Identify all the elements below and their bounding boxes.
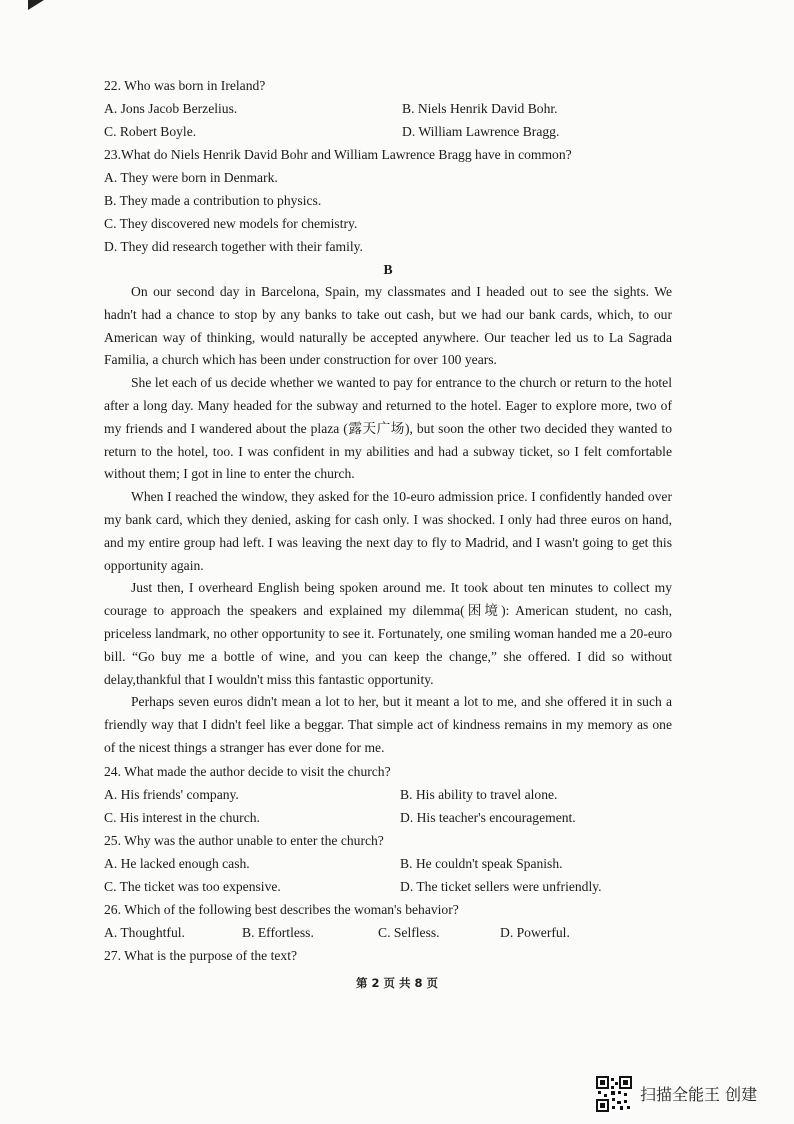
passage-paragraph-2: She let each of us decide whether we wanted to pay for entrance to the church or return to the hotel after a long day. Many headed for the subway and returned to the hotel. Eager to explore more, two of my friends and I wandered about the plaza (露天广场), but soon the other two decided they wanted to return to the hotel, too. I was confident in my abilities and had a subway ticket, so I felt comfortable without them; I got in line to enter the church. [104,375,672,482]
corner-mark [28,0,44,10]
q23-option-b[interactable]: B. They made a contribution to physics. [104,193,322,208]
q27-question: 27. What is the purpose of the text? [104,947,298,963]
q24-question: 24. What made the author decide to visit the church? [104,763,391,779]
qr-code-icon [596,1076,632,1112]
scanner-watermark: 扫描全能王 创建 [640,1085,758,1104]
q22-options-row2 [104,120,672,143]
q23-option-c[interactable]: C. They discovered new models for chemistry. [104,216,358,231]
q26-option-b[interactable]: B. Effortless. [242,924,314,940]
q26-option-c[interactable]: C. Selfless. [378,924,440,940]
q23-question: 23.What do Niels Henrik David Bohr and William Lawrence Bragg have in common? [104,147,572,162]
q24-options-row1 [104,783,672,806]
q25-options-row1 [104,852,672,875]
q25-options-row2 [104,875,672,898]
q24-option-b[interactable]: B. His ability to travel alone. [400,786,558,802]
q22-option-c[interactable]: C. Robert Boyle. [104,124,197,139]
q22-question: 22. Who was born in Ireland? [104,78,266,93]
q26-option-d[interactable]: D. Powerful. [500,924,570,940]
q26-option-a[interactable]: A. Thoughtful. [104,924,185,940]
q23-option-a[interactable]: A. They were born in Denmark. [104,170,278,185]
q25-option-a[interactable]: A. He lacked enough cash. [104,855,250,871]
page-footer: 第 2 页 共 8 页 [355,976,439,990]
passage-paragraph-5: Perhaps seven euros didn't mean a lot to her, but it meant a lot to me, and she offered it in such a friendly way that I didn't feel like a beggar. That simple act of kindness remains in my memory as one of the nicest things a stranger has ever done for me. [104,694,672,755]
q25-option-d[interactable]: D. The ticket sellers were unfriendly. [400,878,602,894]
q26-question: 26. Which of the following best describes the woman's behavior? [104,901,459,917]
q22-option-b[interactable]: B. Niels Henrik David Bohr. [402,101,558,116]
exam-page [104,74,672,967]
q25-option-c[interactable]: C. The ticket was too expensive. [104,878,281,894]
q22-options-row1 [104,97,672,120]
q26-options-row [104,921,672,944]
passage-paragraph-4: Just then, I overheard English being spoken around me. It took about ten minutes to collect my courage to approach the speakers and explained my dilemma(困境): American student, no cash, priceless landmark, no other opportunity to see it. Fortunately, one smiling woman handed me a 20-euro bill. “Go buy me a bottle of wine, and you can keep the change,” she offered. I did so without delay,thankful that I wouldn't miss this fantastic opportunity. [104,580,672,687]
passage-paragraph-3: When I reached the window, they asked for the 10-euro admission price. I confidently handed over my bank card, which they denied, asking for cash only. I was shocked. I only had three euros on hand, and my entire group had left. I was leaving the next day to fly to Madrid, and I wasn't going to get this opportunity again. [104,489,672,573]
q24-option-c[interactable]: C. His interest in the church. [104,809,260,825]
q24-option-d[interactable]: D. His teacher's encouragement. [400,809,576,825]
q24-options-row2 [104,806,672,829]
passage-paragraph-1: On our second day in Barcelona, Spain, my classmates and I headed out to see the sights. We hadn't had a chance to stop by any banks to take out cash, but we had our bank cards, which, to our American way of thinking, would naturally be accepted anywhere. Our teacher led us to La Sagrada Familia, a church which has been under construction for over 100 years. [104,284,672,368]
q22-option-a[interactable]: A. Jons Jacob Berzelius. [104,101,238,116]
section-b-heading: B [383,262,393,277]
q25-option-b[interactable]: B. He couldn't speak Spanish. [400,855,563,871]
q23-option-d[interactable]: D. They did research together with their family. [104,239,363,254]
q22-option-d[interactable]: D. William Lawrence Bragg. [402,124,560,139]
q24-option-a[interactable]: A. His friends' company. [104,786,239,802]
q25-question: 25. Why was the author unable to enter the church? [104,832,384,848]
